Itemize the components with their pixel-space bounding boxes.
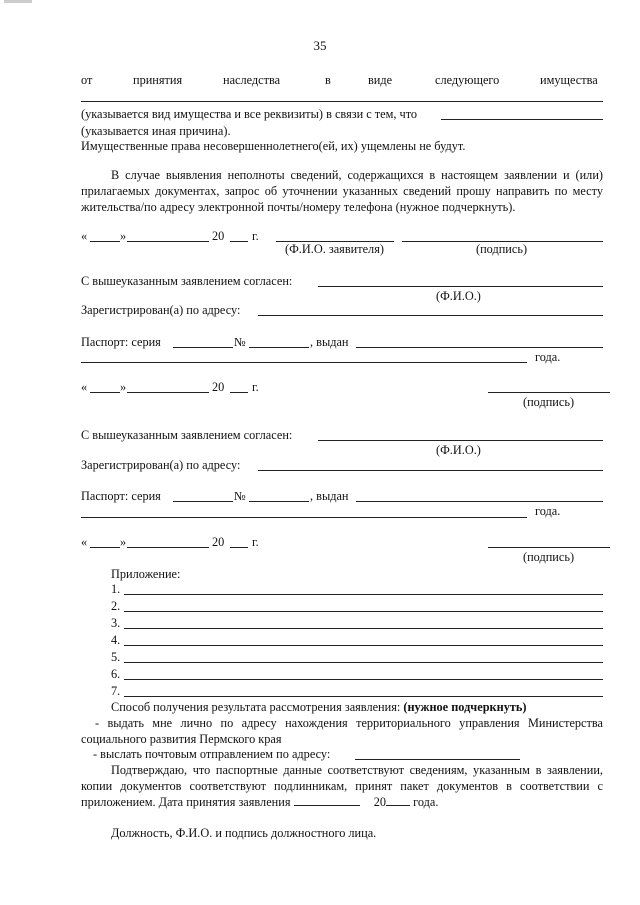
passport-number-label: № bbox=[234, 335, 246, 349]
attachment-number: 1. bbox=[111, 582, 121, 596]
address-fill-line[interactable] bbox=[258, 470, 603, 471]
attachment-fill-line[interactable] bbox=[124, 611, 603, 612]
mail-address-fill-line[interactable] bbox=[355, 759, 520, 760]
acceptance-date-fill-line[interactable] bbox=[294, 794, 360, 806]
signature-fill-line[interactable] bbox=[488, 392, 610, 393]
date-year-suffix: г. bbox=[252, 229, 259, 243]
attachment-fill-line[interactable] bbox=[124, 679, 603, 680]
attachment-number: 6. bbox=[111, 667, 121, 681]
fio-applicant-label: (Ф.И.О. заявителя) bbox=[285, 242, 384, 256]
month-fill-line[interactable] bbox=[127, 241, 209, 242]
intro-word: виде bbox=[368, 73, 393, 87]
incomplete-info-paragraph: В случае выявления неполноты сведений, содержащихся в настоящем заявлении и (или) прилагаемых документах, запрос об уточнении указанных сведений прошу направить по месту жительства/по адресу электронной почты/номеру телефона (нужное подчеркнуть). bbox=[81, 168, 603, 214]
reason-note: (указывается иная причина). bbox=[81, 124, 231, 138]
date-year-suffix: г. bbox=[252, 380, 259, 394]
day-fill-line[interactable] bbox=[90, 392, 120, 393]
consent-label: С вышеуказанным заявлением согласен: bbox=[81, 274, 293, 288]
confirmation-text: Подтверждаю, что паспортные данные соответствуют сведениям, указанным в заявлении, копии документов соответствуют подлинникам, принят пакет документов в соответствии с приложением. Дата принятия заявления bbox=[81, 763, 603, 809]
official-signature-line: Должность, Ф.И.О. и подпись должностного лица. bbox=[111, 826, 377, 840]
intro-word: имущества bbox=[540, 73, 598, 87]
option-personal[interactable]: - выдать мне лично по адресу нахождения территориального управления Министерства социального развития Пермского края bbox=[81, 716, 603, 746]
passport-issuer-fill-line-2[interactable] bbox=[81, 517, 527, 518]
intro-word: принятия bbox=[133, 73, 183, 87]
attachments-title: Приложение: bbox=[111, 567, 181, 581]
attachment-fill-line[interactable] bbox=[124, 696, 603, 697]
signature-label: (подпись) bbox=[523, 395, 575, 409]
date-year-prefix: 20 bbox=[212, 535, 225, 549]
intro-word: от bbox=[81, 73, 93, 87]
rights-statement: Имущественные права несовершеннолетнего(ей, их) ущемлены не будут. bbox=[81, 139, 466, 153]
passport-number-fill-line[interactable] bbox=[249, 347, 309, 348]
attachment-number: 4. bbox=[111, 633, 121, 647]
date-open-quote: « bbox=[81, 380, 88, 394]
passport-series-label: Паспорт: серия bbox=[81, 335, 161, 349]
month-fill-line[interactable] bbox=[127, 392, 209, 393]
reason-fill-line[interactable] bbox=[441, 119, 603, 120]
confirmation-year-prefix: 20 bbox=[373, 795, 387, 809]
year-fill-line[interactable] bbox=[230, 547, 248, 548]
property-fill-line[interactable] bbox=[81, 101, 603, 102]
day-fill-line[interactable] bbox=[90, 241, 120, 242]
signature-fill-line[interactable] bbox=[488, 547, 610, 548]
date-close-quote: » bbox=[120, 535, 127, 549]
method-label: Способ получения результата рассмотрения заявления: bbox=[111, 700, 401, 714]
passport-issued-label: , выдан bbox=[310, 489, 349, 503]
registered-label: Зарегистрирован(а) по адресу: bbox=[81, 303, 241, 317]
passport-series-fill-line[interactable] bbox=[173, 501, 233, 502]
consent-label: С вышеуказанным заявлением согласен: bbox=[81, 428, 293, 442]
year-fill-line[interactable] bbox=[230, 241, 248, 242]
year-fill-line[interactable] bbox=[230, 392, 248, 393]
consent-name-fill-line[interactable] bbox=[318, 440, 603, 441]
page-number: 35 bbox=[313, 38, 327, 53]
attachment-fill-line[interactable] bbox=[124, 628, 603, 629]
attachment-fill-line[interactable] bbox=[124, 662, 603, 663]
registered-label: Зарегистрирован(а) по адресу: bbox=[81, 458, 241, 472]
method-note: (нужное подчеркнуть) bbox=[403, 700, 527, 714]
attachment-number: 5. bbox=[111, 650, 121, 664]
passport-issuer-fill-line[interactable] bbox=[356, 347, 603, 348]
date-year-prefix: 20 bbox=[212, 380, 225, 394]
passport-series-label: Паспорт: серия bbox=[81, 489, 161, 503]
signature-label: (подпись) bbox=[523, 550, 575, 564]
attachment-number: 3. bbox=[111, 616, 121, 630]
attachment-fill-line[interactable] bbox=[124, 594, 603, 595]
date-close-quote: » bbox=[120, 380, 127, 394]
fio-label: (Ф.И.О.) bbox=[436, 443, 481, 457]
scan-artifact bbox=[4, 0, 32, 3]
passport-number-label: № bbox=[234, 489, 246, 503]
intro-word: следующего bbox=[435, 73, 500, 87]
fio-label: (Ф.И.О.) bbox=[436, 289, 481, 303]
passport-issuer-fill-line-2[interactable] bbox=[81, 362, 527, 363]
confirmation-year-suffix: года. bbox=[413, 795, 439, 809]
option-mail[interactable]: - выслать почтовым отправлением по адресу: bbox=[93, 747, 331, 761]
acceptance-year-fill-line[interactable] bbox=[386, 794, 410, 806]
passport-issuer-fill-line[interactable] bbox=[356, 501, 603, 502]
method-line bbox=[111, 700, 527, 715]
property-note: (указывается вид имущества и все реквизиты) в связи с тем, что bbox=[81, 107, 418, 121]
date-year-prefix: 20 bbox=[212, 229, 225, 243]
confirmation-paragraph bbox=[81, 762, 603, 810]
year-label: года. bbox=[535, 350, 561, 364]
attachment-number: 2. bbox=[111, 599, 121, 613]
signature-label: (подпись) bbox=[476, 242, 528, 256]
intro-word: в bbox=[325, 73, 331, 87]
consent-name-fill-line[interactable] bbox=[318, 286, 603, 287]
date-open-quote: « bbox=[81, 535, 88, 549]
attachment-number: 7. bbox=[111, 684, 121, 698]
attachment-fill-line[interactable] bbox=[124, 645, 603, 646]
address-fill-line[interactable] bbox=[258, 315, 603, 316]
month-fill-line[interactable] bbox=[127, 547, 209, 548]
date-close-quote: » bbox=[120, 229, 127, 243]
day-fill-line[interactable] bbox=[90, 547, 120, 548]
year-label: года. bbox=[535, 504, 561, 518]
passport-series-fill-line[interactable] bbox=[173, 347, 233, 348]
passport-number-fill-line[interactable] bbox=[249, 501, 309, 502]
date-open-quote: « bbox=[81, 229, 88, 243]
date-year-suffix: г. bbox=[252, 535, 259, 549]
passport-issued-label: , выдан bbox=[310, 335, 349, 349]
intro-word: наследства bbox=[223, 73, 281, 87]
